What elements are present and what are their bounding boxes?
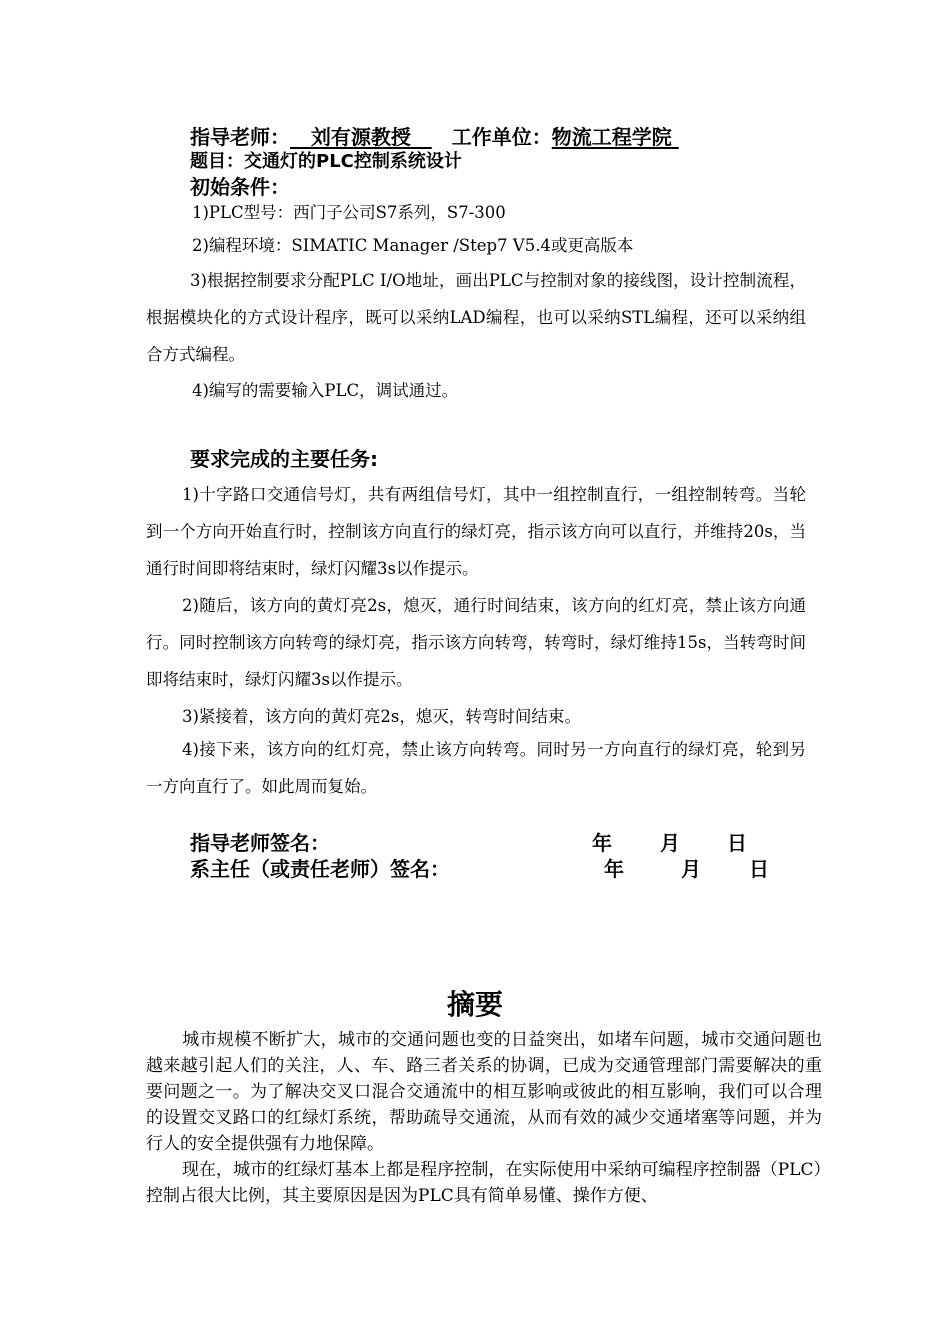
head-sign-year: 年 <box>604 857 624 881</box>
advisor-sign-year: 年 <box>592 831 612 855</box>
condition-item-2: 2)编程环境：SIMATIC Manager /Step7 V5.4或更高版本 <box>192 236 634 255</box>
tasks-title: 要求完成的主要任务: <box>190 447 378 471</box>
condition-item-1: 1)PLC型号：西门子公司S7系列，S7-300 <box>192 203 506 222</box>
topic-text: 交通灯的PLC控制系统设计 <box>244 151 462 172</box>
task-item-3: 3)紧接着，该方向的黄灯亮2s，熄灭，转弯时间结束。 <box>182 707 581 726</box>
topic-line <box>190 151 462 173</box>
advisor-sign-day: 日 <box>727 831 747 855</box>
head-sign-month: 月 <box>681 857 701 881</box>
condition-item-4: 4)编写的需要输入PLC，调试通过。 <box>192 381 459 400</box>
advisor-sign-month: 月 <box>660 831 680 855</box>
advisor-signature-label: 指导老师签名： <box>190 831 330 855</box>
condition-item-3: 3)根据控制要求分配PLC I/O地址，画出PLC与控制对象的接线图，设计控制流程，根据模块化的方式设计程序，既可以采纳LAD编程，也可以采纳STL编程，还可以采纳组合方式编程。 <box>146 271 806 364</box>
task-item-4: 4)接下来，该方向的红灯亮，禁止该方向转弯。同时另一方向直行的绿灯亮，轮到另一方向直行了。如此周而复始。 <box>146 740 806 796</box>
abstract-paragraph-2: 现在，城市的红绿灯基本上都是程序控制，在实际使用中采纳可编程序控制器（PLC）控制占很大比例，其主要原因是因为PLC具有简单易懂、操作方便、 <box>146 1160 822 1206</box>
unit-name: 物流工程学院 <box>551 125 672 149</box>
conditions-label: 初始条件： <box>190 175 290 199</box>
task-item-1: 1)十字路口交通信号灯，共有两组信号灯，其中一组控制直行，一组控制转弯。当轮到一个方向开始直行时，控制该方向直行的绿灯亮，指示该方向可以直行，并维持20s，当通行时间即将结束时，绿灯闪耀3s以作提示。 <box>146 485 806 578</box>
advisor-line <box>190 125 679 149</box>
head-signature-label: 系主任（或责任老师）签名： <box>190 857 450 881</box>
abstract-title: 摘要 <box>446 988 503 1021</box>
advisor-name: 刘有源教授 <box>310 125 411 149</box>
head-sign-day: 日 <box>749 857 769 881</box>
advisor-label: 指导老师： <box>190 125 290 149</box>
abstract-paragraph-1: 城市规模不断扩大，城市的交通问题也变的日益突出，如堵车问题，城市交通问题也越来越引起人们的关注，人、车、路三者关系的协调，已成为交通管理部门需要解决的重要问题之一。为了解决交叉口混合交通流中的相互影响或彼此的相互影响，我们可以合理的设置交叉路口的红绿灯系统，帮助疏导交通流，从而有效的减少交通堵塞等问题，并为行人的安全提供强有力地保障。 <box>146 1030 822 1154</box>
topic-label: 题目： <box>190 151 244 172</box>
task-item-2: 2)随后，该方向的黄灯亮2s，熄灭，通行时间结束，该方向的红灯亮，禁止该方向通行。同时控制该方向转弯的绿灯亮，指示该方向转弯，转弯时，绿灯维持15s，当转弯时间即将结束时，绿灯闪耀3s以作提示。 <box>146 596 806 689</box>
unit-label: 工作单位： <box>451 125 552 149</box>
